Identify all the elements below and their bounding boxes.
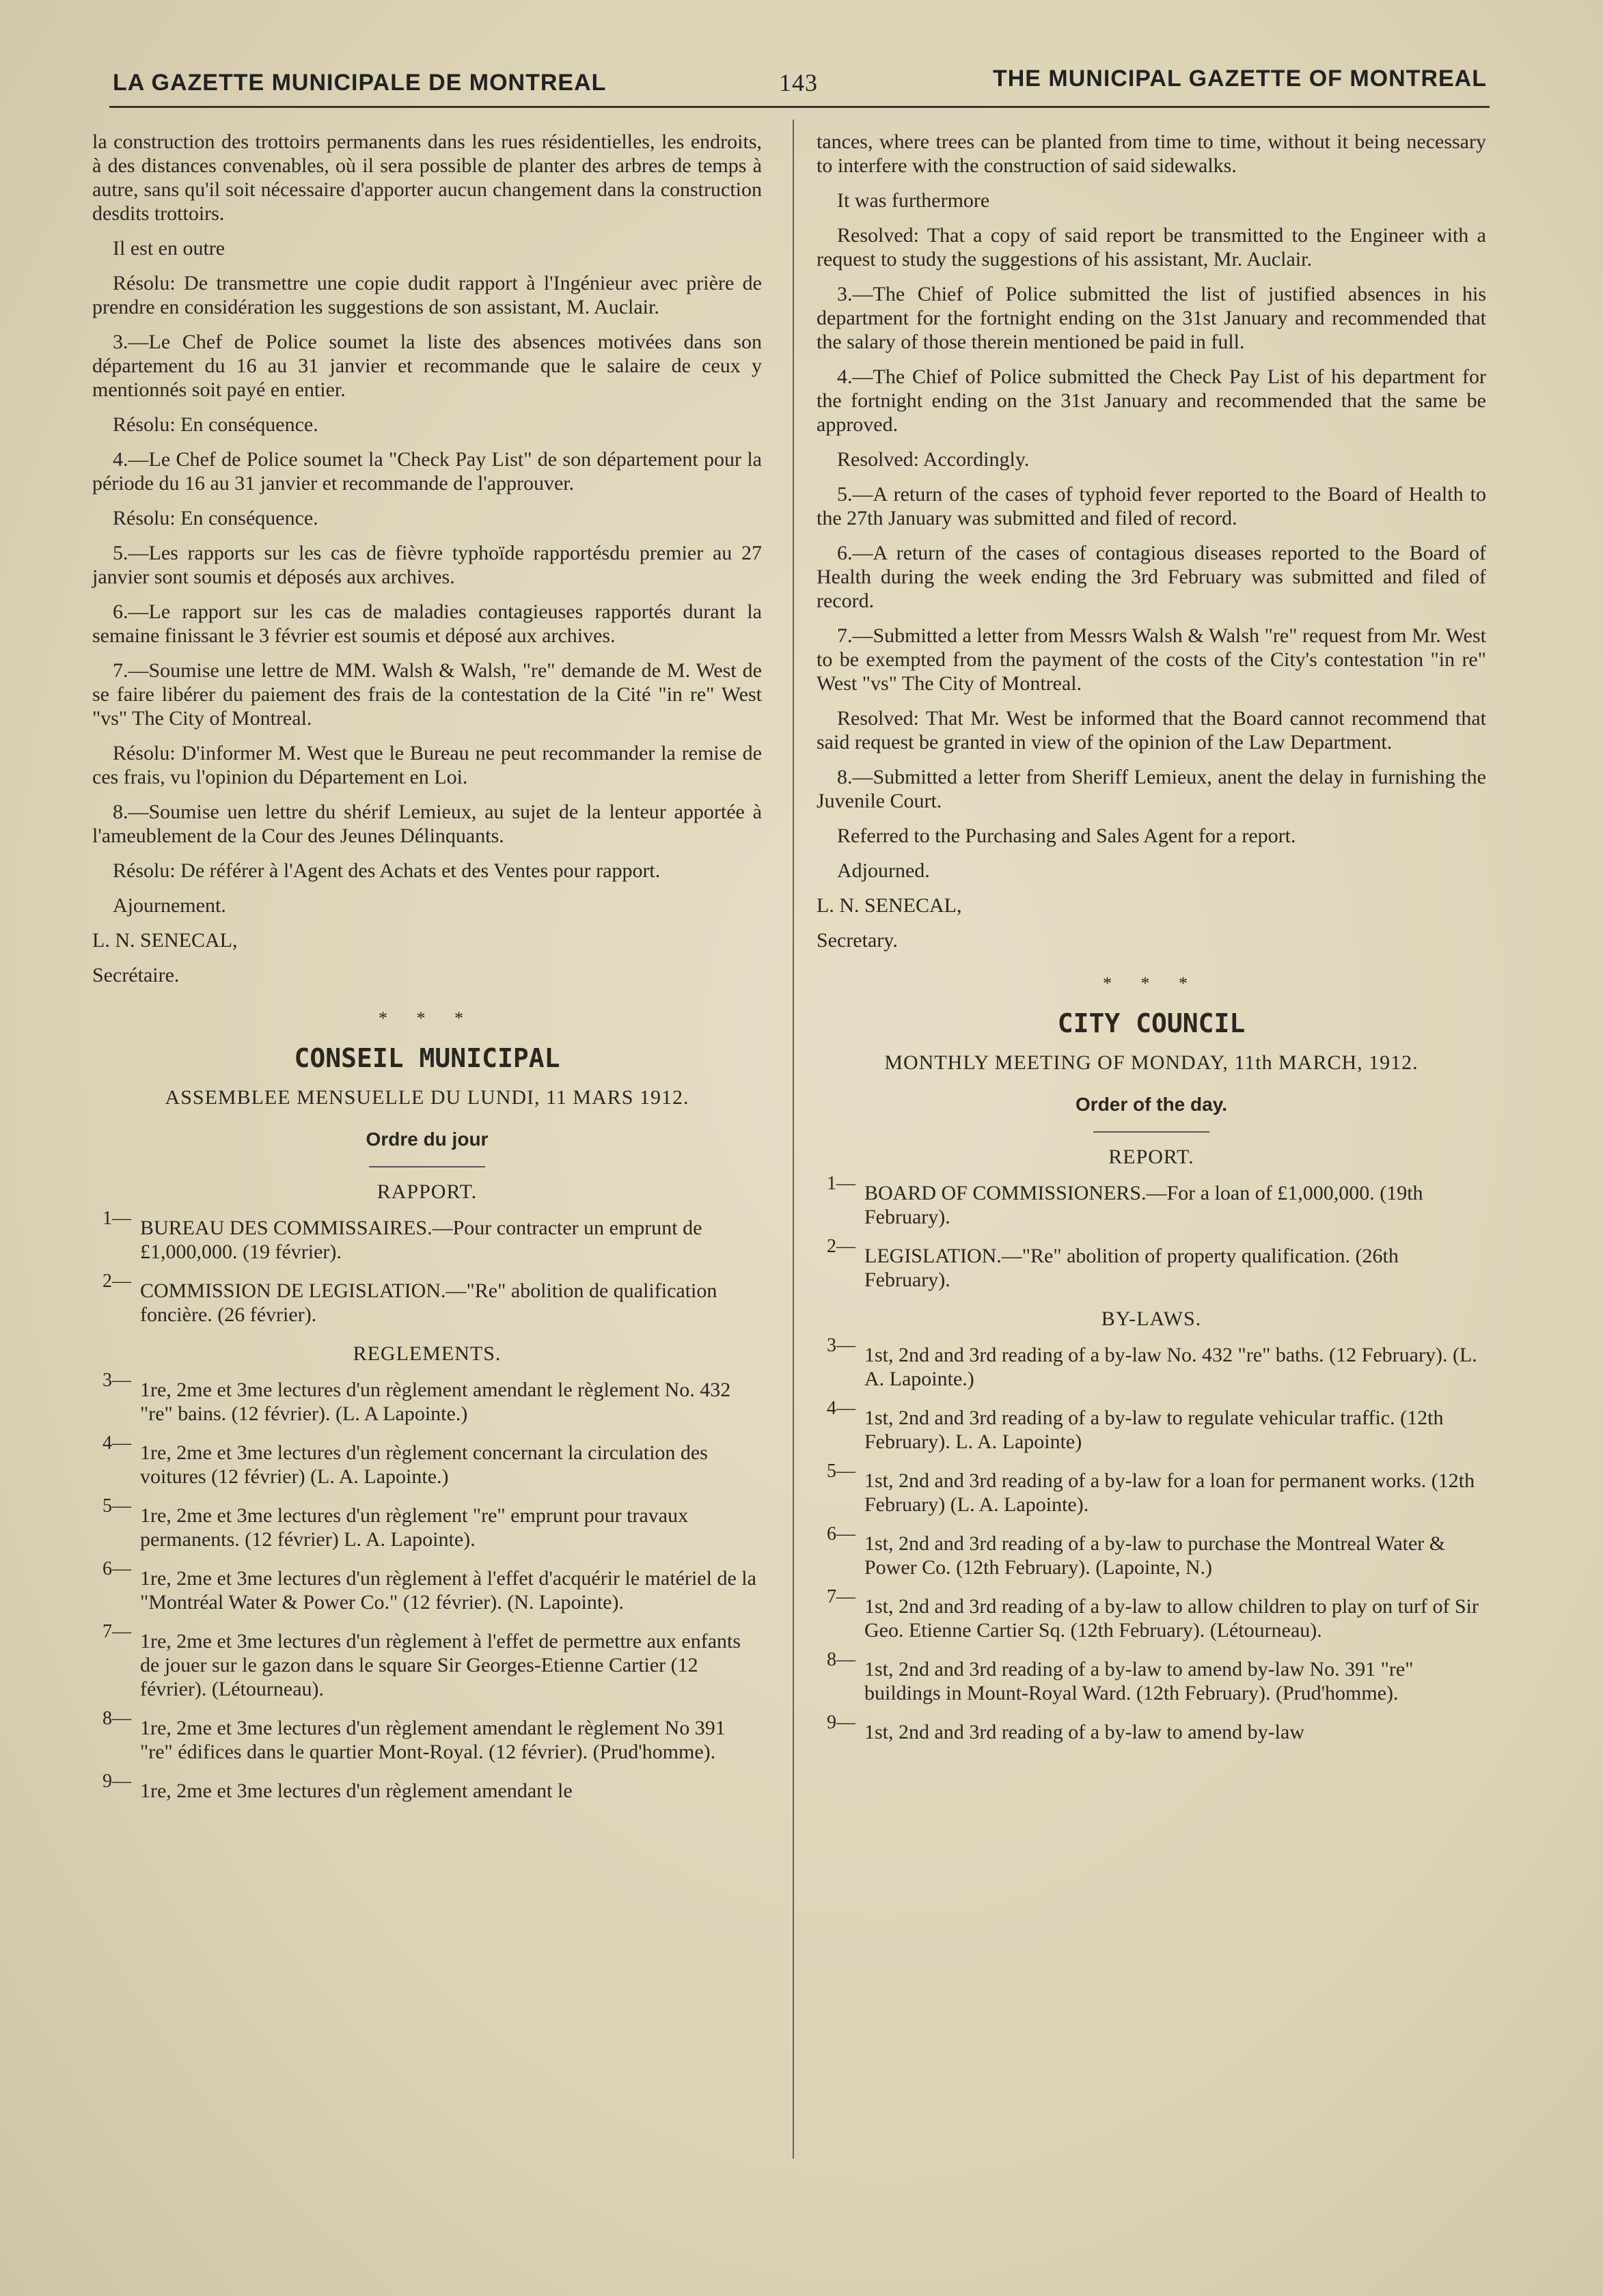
paragraph: Résolu: En conséquence. xyxy=(113,507,318,529)
meeting-heading: MONTHLY MEETING OF MONDAY, 11th MARCH, 1912. xyxy=(884,1051,1419,1074)
paragraph: 7.—Soumise une lettre de MM. Walsh & Walsh, "re" demande de M. West de se faire libérer du paiement des frais de la contestation de la Cité "in re" West "vs" The City of Montreal. xyxy=(92,659,762,730)
agenda-item xyxy=(817,1523,1486,1579)
short-rule xyxy=(369,1166,485,1167)
french-column xyxy=(92,130,762,1818)
header-french-title: LA GAZETTE MUNICIPALE DE MONTREAL xyxy=(113,70,607,96)
paragraph: 8.—Submitted a letter from Sheriff Lemieux, anent the delay in furnishing the Juvenile Court. xyxy=(817,766,1486,812)
item-text: 1st, 2nd and 3rd reading of a by-law to amend by-law xyxy=(864,1721,1304,1743)
paragraph: Il est en outre xyxy=(113,237,225,260)
item-number: 1— xyxy=(102,1208,131,1229)
item-text: 1st, 2nd and 3rd reading of a by-law for a loan for permanent works. (12th February) (L. A. Lapointe). xyxy=(864,1469,1475,1516)
english-column xyxy=(817,130,1486,1759)
item-text: 1st, 2nd and 3rd reading of a by-law to regulate vehicular traffic. (12th February). L. A. Lapointe) xyxy=(864,1407,1444,1453)
item-number: 9— xyxy=(102,1771,131,1792)
agenda-item xyxy=(92,1271,762,1327)
paragraph: Resolved: That Mr. West be informed that the Board cannot recommend that said request be granted in view of the opinion of the Law Department. xyxy=(817,707,1486,753)
bylaws-heading: BY-LAWS. xyxy=(1101,1308,1202,1330)
item-text: 1re, 2me et 3me lectures d'un règlement amendant le règlement No. 432 "re" bains. (12 février). (L. A Lapointe.) xyxy=(140,1379,731,1425)
column-divider xyxy=(793,120,794,2159)
item-text: 1st, 2nd and 3rd reading of a by-law to purchase the Montreal Water & Power Co. (12th February). (Lapointe, N.) xyxy=(864,1532,1446,1579)
order-heading: Order of the day. xyxy=(1075,1094,1227,1115)
header-rule xyxy=(109,106,1490,108)
item-number: 1— xyxy=(827,1173,855,1194)
item-text: 1st, 2nd and 3rd reading of a by-law to allow children to play on turf of Sir Geo. Etienne Cartier Sq. (12th February). (Létourneau). xyxy=(864,1595,1479,1642)
item-number: 5— xyxy=(102,1495,131,1517)
item-text: 1re, 2me et 3me lectures d'un règlement amendant le règlement No 391 "re" édifices dans le quartier Mont-Royal. (12 février). (Prud'homme). xyxy=(140,1717,726,1763)
agenda-item xyxy=(817,1461,1486,1517)
agenda-item xyxy=(92,1433,762,1489)
agenda-item xyxy=(817,1398,1486,1454)
item-text: BOARD OF COMMISSIONERS.—For a loan of £1,000,000. (19th February). xyxy=(864,1182,1423,1228)
item-text: 1re, 2me et 3me lectures d'un règlement concernant la circulation des voitures (12 février) (L. A. Lapointe.) xyxy=(140,1441,708,1488)
paragraph: 4.—Le Chef de Police soumet la "Check Pay List" de son département pour la période du 16 au 31 janvier et recommande de l'approuver. xyxy=(92,448,762,495)
paragraph: 4.—The Chief of Police submitted the Check Pay List of his department for the fortnight ending on the 31st January and recommended that the same be approved. xyxy=(817,365,1486,436)
paragraph: Resolved: That a copy of said report be transmitted to the Engineer with a request to study the suggestions of his assistant, Mr. Auclair. xyxy=(817,224,1486,271)
short-rule xyxy=(1093,1131,1209,1133)
item-number: 2— xyxy=(102,1271,131,1292)
header-english-title: THE MUNICIPAL GAZETTE OF MONTREAL xyxy=(992,66,1487,92)
paragraph: It was furthermore xyxy=(837,189,990,212)
council-heading: CONSEIL MUNICIPAL xyxy=(294,1043,560,1073)
item-number: 8— xyxy=(827,1649,855,1670)
agenda-item xyxy=(817,1173,1486,1229)
order-heading: Ordre du jour xyxy=(366,1129,489,1150)
paragraph: 5.—Les rapports sur les cas de fièvre typhoïde rapportésdu premier au 27 janvier sont soumis et déposés aux archives. xyxy=(92,542,762,588)
agenda-item xyxy=(92,1621,762,1701)
item-number: 4— xyxy=(102,1433,131,1454)
paragraph: 8.—Soumise uen lettre du shérif Lemieux, au sujet de la lenteur apportée à l'ameublement de la Cour des Jeunes Délinquants. xyxy=(92,801,762,847)
agenda-item xyxy=(817,1586,1486,1642)
agenda-item xyxy=(92,1370,762,1426)
item-text: 1re, 2me et 3me lectures d'un règlement à l'effet de permettre aux enfants de jouer sur le gazon dans le square Sir Georges-Etienne Cartier (12 février). (Létourneau). xyxy=(140,1630,741,1700)
agenda-item xyxy=(817,1335,1486,1391)
council-heading: CITY COUNCIL xyxy=(1057,1008,1246,1038)
section-separator: * * * xyxy=(379,1008,476,1028)
paragraph: 6.—A return of the cases of contagious diseases reported to the Board of Health during the week ending the 3rd February was submitted and filed of record. xyxy=(817,542,1486,612)
report-heading: REPORT. xyxy=(1108,1146,1194,1168)
item-text: 1re, 2me et 3me lectures d'un règlement amendant le xyxy=(140,1780,573,1802)
paragraph: 3.—The Chief of Police submitted the list of justified absences in his department for the fortnight ending on the 31st January and recommended that the salary of those therein mentioned be paid in full. xyxy=(817,283,1486,353)
item-text: 1st, 2nd and 3rd reading of a by-law No. 432 "re" baths. (12 February). (L. A. Lapointe.) xyxy=(864,1344,1477,1390)
item-text: COMMISSION DE LEGISLATION.—"Re" abolition de qualification foncière. (26 février). xyxy=(140,1280,717,1326)
item-text: BUREAU DES COMMISSAIRES.—Pour contracter un emprunt de £1,000,000. (19 février). xyxy=(140,1217,702,1263)
item-number: 2— xyxy=(827,1236,855,1257)
item-number: 6— xyxy=(102,1558,131,1579)
paragraph: Resolved: Accordingly. xyxy=(837,448,1030,471)
item-number: 7— xyxy=(827,1586,855,1607)
item-number: 3— xyxy=(827,1335,855,1356)
item-number: 8— xyxy=(102,1708,131,1729)
paragraph: la construction des trottoirs permanents dans les rues résidentielles, les endroits, à des distances convenables, où il sera possible de planter des arbres de temps à autre, sans qu'il soit nécessaire d'apporter aucun changement dans la construction desdits trottoirs. xyxy=(92,130,762,225)
item-text: 1st, 2nd and 3rd reading of a by-law to amend by-law No. 391 "re" buildings in Mount-Royal Ward. (12th February). (Prud'homme). xyxy=(864,1658,1414,1704)
adjournment: Adjourned. xyxy=(837,859,930,882)
paragraph: tances, where trees can be planted from time to time, without it being necessary to interfere with the construction of said sidewalks. xyxy=(817,130,1486,177)
agenda-item xyxy=(817,1649,1486,1705)
reglements-heading: REGLEMENTS. xyxy=(353,1342,502,1365)
agenda-item xyxy=(817,1712,1486,1744)
paragraph: 6.—Le rapport sur les cas de maladies contagieuses rapportés durant la semaine finissant le 3 février est soumis et déposé aux archives. xyxy=(92,600,762,647)
paragraph: Résolu: En conséquence. xyxy=(113,413,318,436)
agenda-item xyxy=(92,1558,762,1614)
signature-name: L. N. SENECAL, xyxy=(817,894,962,917)
report-heading: RAPPORT. xyxy=(376,1180,478,1203)
agenda-item xyxy=(92,1708,762,1764)
item-text: 1re, 2me et 3me lectures d'un règlement à l'effet d'acquérir le matériel de la "Montréal Water & Power Co." (12 février). (N. Lapointe). xyxy=(140,1567,756,1614)
item-text: LEGISLATION.—"Re" abolition of property qualification. (26th February). xyxy=(864,1245,1399,1291)
paragraph: Résolu: D'informer M. West que le Bureau ne peut recommander la remise de ces frais, vu l'opinion du Département en Loi. xyxy=(92,742,762,788)
agenda-item xyxy=(92,1771,762,1803)
item-number: 6— xyxy=(827,1523,855,1545)
item-number: 5— xyxy=(827,1461,855,1482)
page-number: 143 xyxy=(779,69,818,96)
signature-name: L. N. SENECAL, xyxy=(92,929,238,952)
paragraph: 5.—A return of the cases of typhoid fever reported to the Board of Health to the 27th January was submitted and filed of record. xyxy=(817,483,1486,529)
paragraph: Résolu: De référer à l'Agent des Achats et des Ventes pour rapport. xyxy=(113,859,661,882)
item-number: 7— xyxy=(102,1621,131,1642)
paragraph: 3.—Le Chef de Police soumet la liste des absences motivées dans son département du 16 au 31 janvier et recommande que le salaire de ceux y mentionnés soit payé en entier. xyxy=(92,331,762,401)
item-number: 3— xyxy=(102,1370,131,1391)
page-header xyxy=(113,63,1487,104)
item-text: 1re, 2me et 3me lectures d'un règlement "re" emprunt pour travaux permanents. (12 février) L. A. Lapointe). xyxy=(140,1504,689,1551)
meeting-heading: ASSEMBLEE MENSUELLE DU LUNDI, 11 MARS 1912. xyxy=(165,1086,689,1109)
paragraph: Résolu: De transmettre une copie dudit rapport à l'Ingénieur avec prière de prendre en considération les suggestions de son assistant, M. Auclair. xyxy=(92,272,762,318)
adjournment: Ajournement. xyxy=(113,894,226,917)
paragraph: 7.—Submitted a letter from Messrs Walsh & Walsh "re" request from Mr. West to be exempted from the payment of the costs of the City's contestation "in re" West "vs" The City of Montreal. xyxy=(817,624,1486,695)
signature-title: Secrétaire. xyxy=(92,964,180,986)
signature-title: Secretary. xyxy=(817,929,898,952)
item-number: 4— xyxy=(827,1398,855,1419)
agenda-item xyxy=(92,1208,762,1264)
paragraph: Referred to the Purchasing and Sales Agent for a report. xyxy=(837,825,1296,847)
item-number: 9— xyxy=(827,1712,855,1733)
section-separator: * * * xyxy=(1103,973,1200,993)
agenda-item xyxy=(817,1236,1486,1292)
agenda-item xyxy=(92,1495,762,1551)
